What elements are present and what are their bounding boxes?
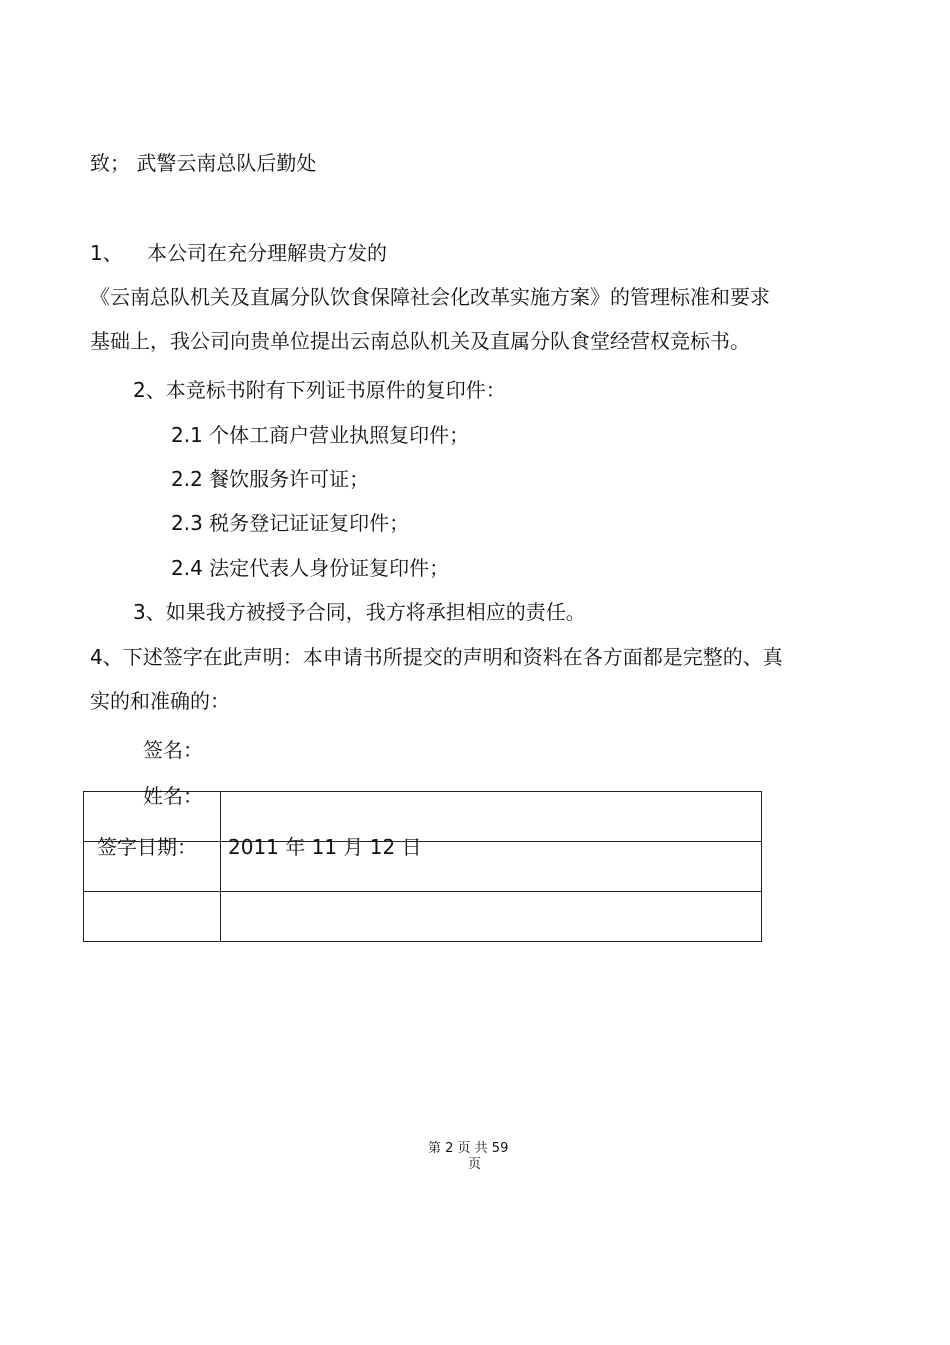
item-3-text: 3、如果我方被授予合同，我方将承担相应的责任。 bbox=[133, 600, 586, 624]
item-1-line-2: 《云南总队机关及直属分队饮食保障社会化改革实施方案》的管理标准和要求 bbox=[90, 285, 770, 309]
sign-label: 签名： bbox=[143, 738, 203, 762]
item-4-line-1: 4、下述签字在此声明：本申请书所提交的声明和资料在各方面都是完整的、真 bbox=[90, 645, 783, 669]
table-cell bbox=[221, 792, 762, 842]
table-cell bbox=[84, 892, 221, 942]
item-4-line-2: 实的和准确的： bbox=[90, 689, 230, 713]
item-1-number: 1、 bbox=[90, 241, 123, 265]
item-2-sub-3: 2.3 税务登记证证复印件； bbox=[171, 511, 410, 535]
signature-table bbox=[83, 791, 762, 942]
addressee: 致； 武警云南总队后勤处 bbox=[90, 151, 317, 175]
date-label: 签字日期： bbox=[97, 835, 197, 859]
page-number-line-2: 页 bbox=[468, 1157, 482, 1172]
name-label: 姓名： bbox=[143, 784, 203, 808]
table-row bbox=[84, 892, 762, 942]
table-cell bbox=[221, 892, 762, 942]
date-value: 2011 年 11 月 12 日 bbox=[228, 835, 422, 859]
item-2-sub-2: 2.2 餐饮服务许可证； bbox=[171, 467, 370, 491]
item-1-text: 本公司在充分理解贵方发的 bbox=[147, 241, 387, 265]
page-number-line-1: 第 2 页 共 59 bbox=[428, 1141, 509, 1156]
item-1-line-3: 基础上，我公司向贵单位提出云南总队机关及直属分队食堂经营权竞标书。 bbox=[90, 329, 750, 353]
item-2-text: 2、本竞标书附有下列证书原件的复印件： bbox=[133, 378, 506, 402]
item-2-sub-1: 2.1 个体工商户营业执照复印件； bbox=[171, 423, 470, 447]
item-2-sub-4: 2.4 法定代表人身份证复印件； bbox=[171, 556, 450, 580]
